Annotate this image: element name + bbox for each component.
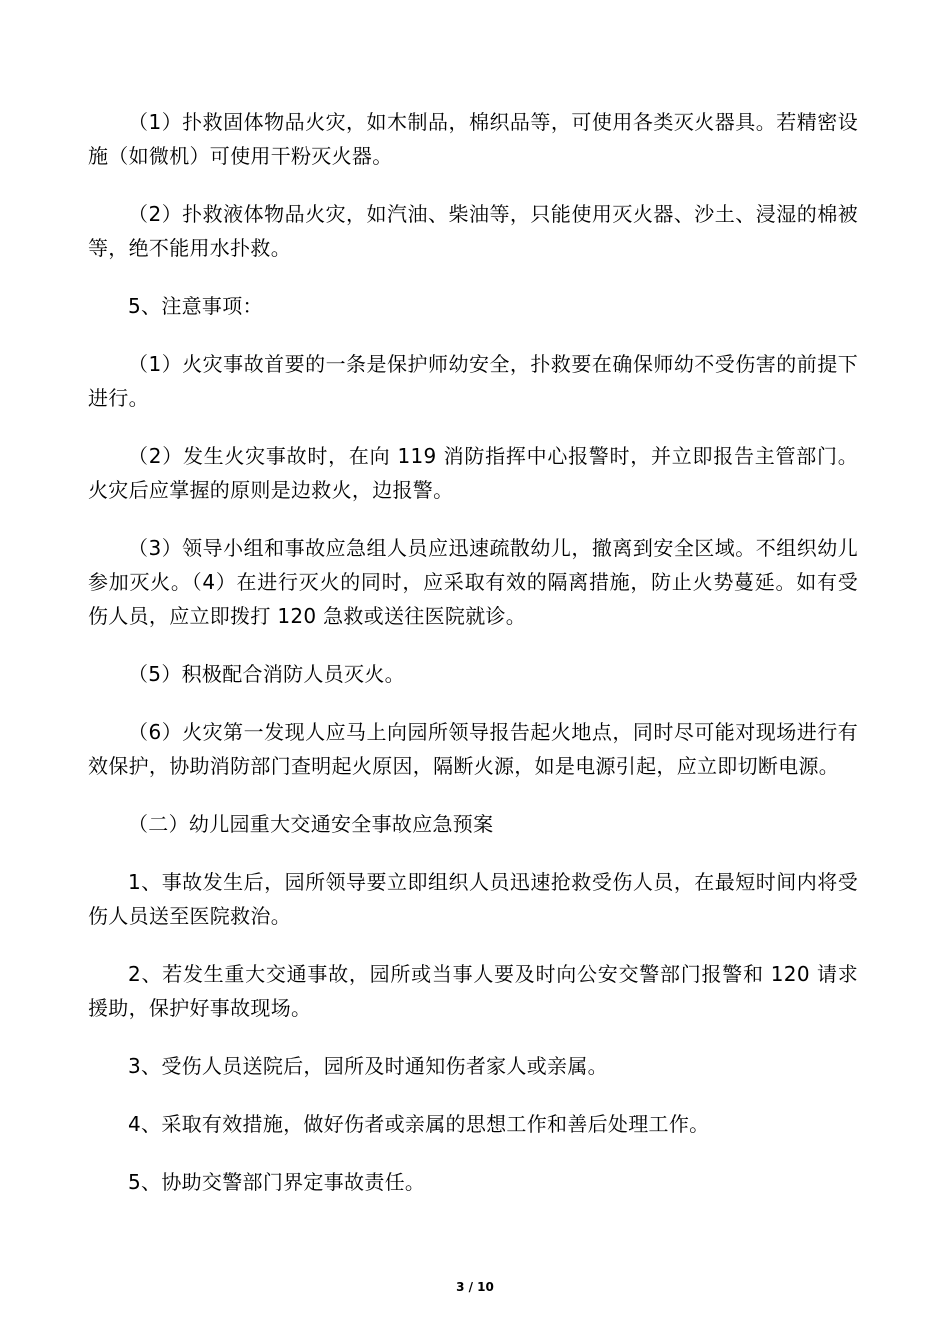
paragraph-extinguish-solid: （1）扑救固体物品火灾，如木制品，棉织品等，可使用各类灭火器具。若精密设施（如微机）可使用干粉灭火器。 <box>88 110 858 168</box>
paragraph-extinguish-liquid: （2）扑救液体物品火灾，如汽油、柴油等，只能使用灭火器、沙土、浸湿的棉被等，绝不能用水扑救。 <box>88 202 858 260</box>
paragraph-traffic-5: 5、协助交警部门界定事故责任。 <box>128 1170 426 1194</box>
paragraph-note-5: （5）积极配合消防人员灭火。 <box>128 662 405 686</box>
section-heading-traffic: （二）幼儿园重大交通安全事故应急预案 <box>128 812 494 836</box>
paragraph-note-1: （1）火灾事故首要的一条是保护师幼安全，扑救要在确保师幼不受伤害的前提下进行。 <box>88 352 858 410</box>
page-number: 3 / 10 <box>456 1280 494 1294</box>
document-body <box>88 105 858 1223</box>
paragraph-traffic-3: 3、受伤人员送院后，园所及时通知伤者家人或亲属。 <box>128 1054 608 1078</box>
paragraph-note-3-4: （3）领导小组和事故应急组人员应迅速疏散幼儿，撤离到安全区域。不组织幼儿参加灭火。（4）在进行灭火的同时，应采取有效的隔离措施，防止火势蔓延。如有受伤人员，应立即拨打 120 急救或送往医院就诊。 <box>88 536 858 628</box>
paragraph-traffic-4: 4、采取有效措施，做好伤者或亲属的思想工作和善后处理工作。 <box>128 1112 710 1136</box>
paragraph-traffic-2: 2、若发生重大交通事故，园所或当事人要及时向公安交警部门报警和 120 请求援助，保护好事故现场。 <box>88 962 858 1020</box>
paragraph-notes-heading: 5、注意事项： <box>128 294 263 318</box>
paragraph-note-2: （2）发生火灾事故时，在向 119 消防指挥中心报警时，并立即报告主管部门。火灾后应掌握的原则是边救火，边报警。 <box>88 444 858 502</box>
paragraph-traffic-1: 1、事故发生后，园所领导要立即组织人员迅速抢救受伤人员，在最短时间内将受伤人员送至医院救治。 <box>88 870 858 928</box>
paragraph-note-6: （6）火灾第一发现人应马上向园所领导报告起火地点，同时尽可能对现场进行有效保护，协助消防部门查明起火原因，隔断火源，如是电源引起，应立即切断电源。 <box>88 720 858 778</box>
